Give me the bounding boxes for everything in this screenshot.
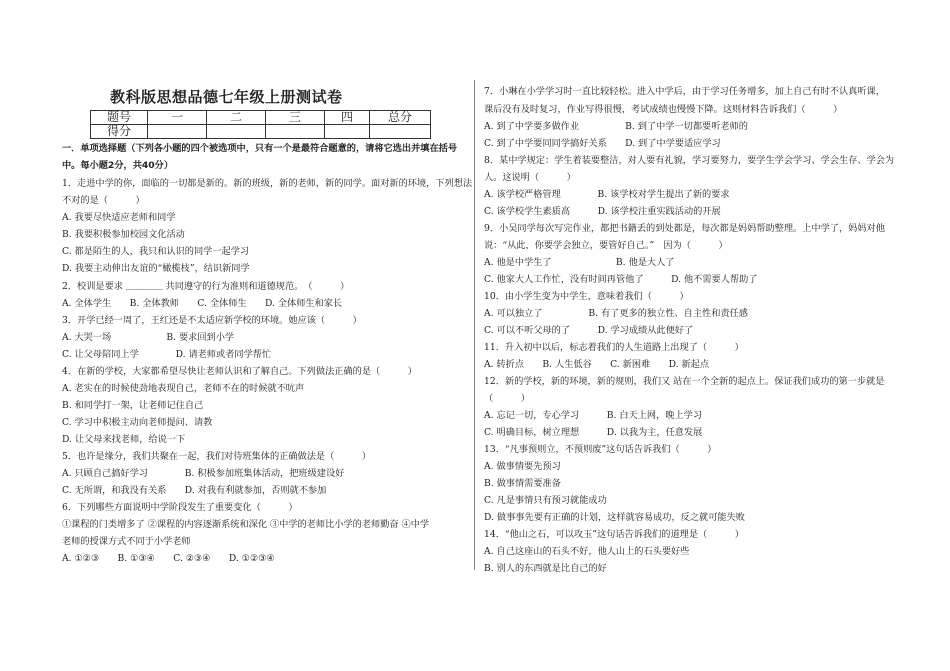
option-line: D. 做事事先要有正确的计划，这样就容易成功，反之就可能失败 [484, 512, 745, 523]
option-line: C. 凡是事情只有预习就能成功 [484, 495, 607, 506]
question-line: 2．校训是要求 ＿＿＿＿ 共同遵守的行为准则和道德规范。 （ ） [62, 281, 350, 292]
option-line: C. 无所谓，和我没有关系 D. 对我有利就参加，否则就不参加 [62, 485, 327, 496]
question-line: 9．小吴同学每次写完作业，都把书籍丢的到处都是，每次都是妈妈帮助整理。上中学了，妈妈对他 [484, 223, 885, 234]
question-line: 12．新的学校，新的环境，新的规则，我们又 站在一个全新的起点上。保证我们成功的第一步就是 [484, 376, 885, 387]
question-line: （ ） [484, 393, 530, 404]
score-cell: 题号 [91, 111, 148, 125]
option-line: B. 我要积极参加校园文化活动 [62, 229, 185, 240]
option-line: C. 他家大人工作忙，没有时间再管他了 D. 他不需要人帮助了 [484, 274, 758, 285]
question-line: 1．走进中学的你，面临的一切都是新的。新的班级，新的老师，新的同学。面对新的环境，下列想法 [62, 178, 473, 189]
column-divider [474, 80, 475, 570]
option-line: C. 明确目标，树立理想 D. 以我为主，任意发展 [484, 427, 703, 438]
score-table-header-row [91, 111, 431, 125]
question-line: 4．在新的学校，大家都希望尽快让老师认识和了解自己。下列做法正确的是（ ） [62, 366, 417, 377]
option-line: A. 他是中学生了 B. 他是大人了 [484, 257, 675, 268]
option-line: A. 做事情要先预习 [484, 461, 561, 472]
question-line: 11．升入初中以后，标志着我们的人生道路上出现了（ ） [484, 342, 744, 353]
question-line: 7．小琳在小学学习时一直比较轻松。进入中学后，由于学习任务增多，加上自己有时不认真听课， [484, 86, 885, 97]
question-line: 老师的授课方式不同于小学老师 [62, 536, 191, 547]
option-line: A. 自己这座山的石头不好，他人山上的石头要好些 [484, 546, 690, 557]
score-cell: 得分 [91, 125, 148, 139]
option-line: C. 学习中积极主动向老师提问、请教 [62, 417, 213, 428]
option-line: A. 忘记一切，专心学习 B. 白天上网，晚上学习 [484, 410, 703, 421]
option-line: D. 我要主动伸出友谊的“橄榄枝”，结识新同学 [62, 263, 250, 274]
score-table-score-row [91, 125, 431, 139]
question-line: 10．由小学生变为中学生，意味着我们（ ） [484, 291, 689, 302]
option-line: B. 和同学打一架，让老师记住自己 [62, 400, 204, 411]
option-line: C. 该学校学生素质高 D. 该学校注重实践活动的开展 [484, 206, 721, 217]
question-line: 人。这说明（ ） [484, 172, 576, 183]
option-line: A. 只顾自己搞好学习 B. 积极参加班集体活动，把班级建设好 [62, 468, 345, 479]
score-table [90, 110, 431, 139]
option-line: B. 做事情需要准备 [484, 478, 561, 489]
score-cell [325, 125, 370, 139]
question-line: 8．某中学规定：学生着装要整洁，对人要有礼貌，学习要努力，要学生学会学习、学会生存、学会为 [484, 155, 895, 166]
score-cell [266, 125, 325, 139]
option-line: A. 大哭一场 B. 要求回到小学 [62, 332, 235, 343]
option-line: A. 全体学生 B. 全体教师 C. 全体师生 D. 全体师生和家长 [62, 298, 343, 309]
option-line: B. 别人的东西就是比自己的好 [484, 563, 607, 574]
question-line: 课后没有及时复习，作业写得很慢，考试成绩也慢慢下降。这则材料告诉我们（ ） [484, 104, 843, 115]
option-line: C. 到了中学要同同学搞好关系 D. 到了中学要适应学习 [484, 138, 721, 149]
question-line: 不对的是（ ） [62, 195, 145, 206]
question-line: 14．“他山之石，可以攻玉”这句话告诉我们的道理是（ ） [484, 529, 744, 540]
option-line: A. 我要尽快适应老师和同学 [62, 212, 176, 223]
question-line: ①课程的门类增多了 ②课程的内容逐渐系统和深化 ③中学的老师比小学的老师勤奋 ④中学 [62, 519, 430, 530]
score-cell [207, 125, 266, 139]
question-line: 13．“凡事预则立，不预则废”这句话告诉我们（ ） [484, 444, 717, 455]
score-cell [148, 125, 207, 139]
score-cell [370, 125, 431, 139]
option-line: A. 老实在的时候使劲地表现自己，老师不在的时候就不吭声 [62, 383, 305, 394]
question-line: 6．下列哪些方面说明中学阶段发生了重要变化（ ） [62, 502, 298, 513]
score-cell: 二 [207, 111, 266, 125]
option-line: C. 让父母陪同上学 D. 请老师或者同学帮忙 [62, 349, 272, 360]
score-cell: 三 [266, 111, 325, 125]
score-cell: 四 [325, 111, 370, 125]
option-line: A. 该学校严格管理 B. 该学校对学生提出了新的要求 [484, 189, 730, 200]
question-line: 说：“从此，你要学会独立，要管好自己。” 因为（ ） [484, 240, 728, 251]
option-line: C. 都是陌生的人，我只和认识的同学一起学习 [62, 246, 250, 257]
option-line: A. 可以独立了 B. 有了更多的独立性、自主性和责任感 [484, 308, 748, 319]
page-title: 教科版思想品德七年级上册测试卷 [110, 88, 343, 106]
score-cell: 一 [148, 111, 207, 125]
section-heading: 中。每小题2分，共40分） [62, 160, 174, 171]
option-line: A. ①②③ B. ①③④ C. ②③④ D. ①②③④ [62, 553, 275, 564]
option-line: C. 可以不听父母的了 D. 学习成绩从此便好了 [484, 325, 694, 336]
score-cell: 总分 [370, 111, 431, 125]
option-line: D. 让父母来找老师，给说一下 [62, 434, 186, 445]
option-line: A. 转折点 B. 人生低谷 C. 新困难 D. 新起点 [484, 359, 710, 370]
question-line: 3．开学已经一周了，王红还是不太适应新学校的环境。她应该（ ） [62, 315, 362, 326]
question-line: 5．也许是缘分，我们共聚在一起，我们对待班集体的正确做法是（ ） [62, 451, 372, 462]
option-line: A. 到了中学要多做作业 B. 到了中学一切都要听老师的 [484, 121, 748, 132]
section-heading: 一．单项选择题（下列各小题的四个被选项中，只有一个是最符合题意的，请将它选出并填在括号 [62, 143, 458, 154]
